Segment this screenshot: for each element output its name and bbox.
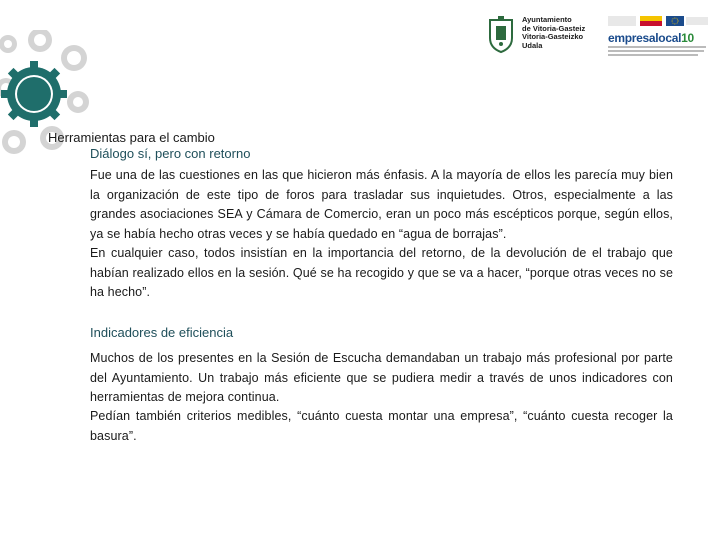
empresalocal-brand <box>608 31 694 45</box>
city-council-logo <box>486 14 596 56</box>
brand-main: empresalocal <box>608 31 682 45</box>
eu-flags-icon <box>606 14 711 28</box>
empresalocal-logo <box>606 14 711 60</box>
paragraph-2: En cualquier caso, todos insistían en la importancia del retorno, de la devolución de el trabajo que habían realizado ellos en la sesión. Qué se ha recogido y que se va a hacer, “porque otras veces no se ha hecho”. <box>90 246 673 299</box>
section-subtitle: Diálogo sí, pero con retorno <box>90 146 251 161</box>
eu-fine-print-icon <box>608 45 708 59</box>
gears-decoration-icon <box>0 30 90 170</box>
city-line-4: Udala <box>522 40 543 50</box>
city-line-3: Vitoria-Gasteizko <box>522 32 584 41</box>
page-title: Herramientas para el cambio <box>48 130 215 145</box>
section-heading: Indicadores de eficiencia <box>90 325 234 340</box>
city-line-2: de Vitoria-Gasteiz <box>522 23 586 33</box>
brand-accent: 10 <box>681 31 694 45</box>
paragraph-3: Muchos de los presentes en la Sesión de Escucha demandaban un trabajo más profesional por parte del Ayuntamiento. Un trabajo más eficiente que se pudiera medir a través de unos indicadores con herramientas de mejora continua. <box>90 351 673 404</box>
city-crest-icon <box>486 14 516 54</box>
paragraph-1: Fue una de las cuestiones en las que hicieron más énfasis. A la mayoría de ellos les parecía muy bien la organización de este tipo de foros para trasladar sus inquietudes. Otros, especialmente a las grandes asociaciones SEA y Cámara de Comercio, eran un poco más escépticos porque, según ellos, ya se había hecho otras veces y se había quedado en “agua de borrajas”. <box>90 168 673 241</box>
paragraph-4: Pedían también criterios medibles, “cuánto cuesta montar una empresa”, “cuánto cuesta recoger la basura”. <box>90 409 673 443</box>
city-line-1: Ayuntamiento <box>522 15 572 24</box>
